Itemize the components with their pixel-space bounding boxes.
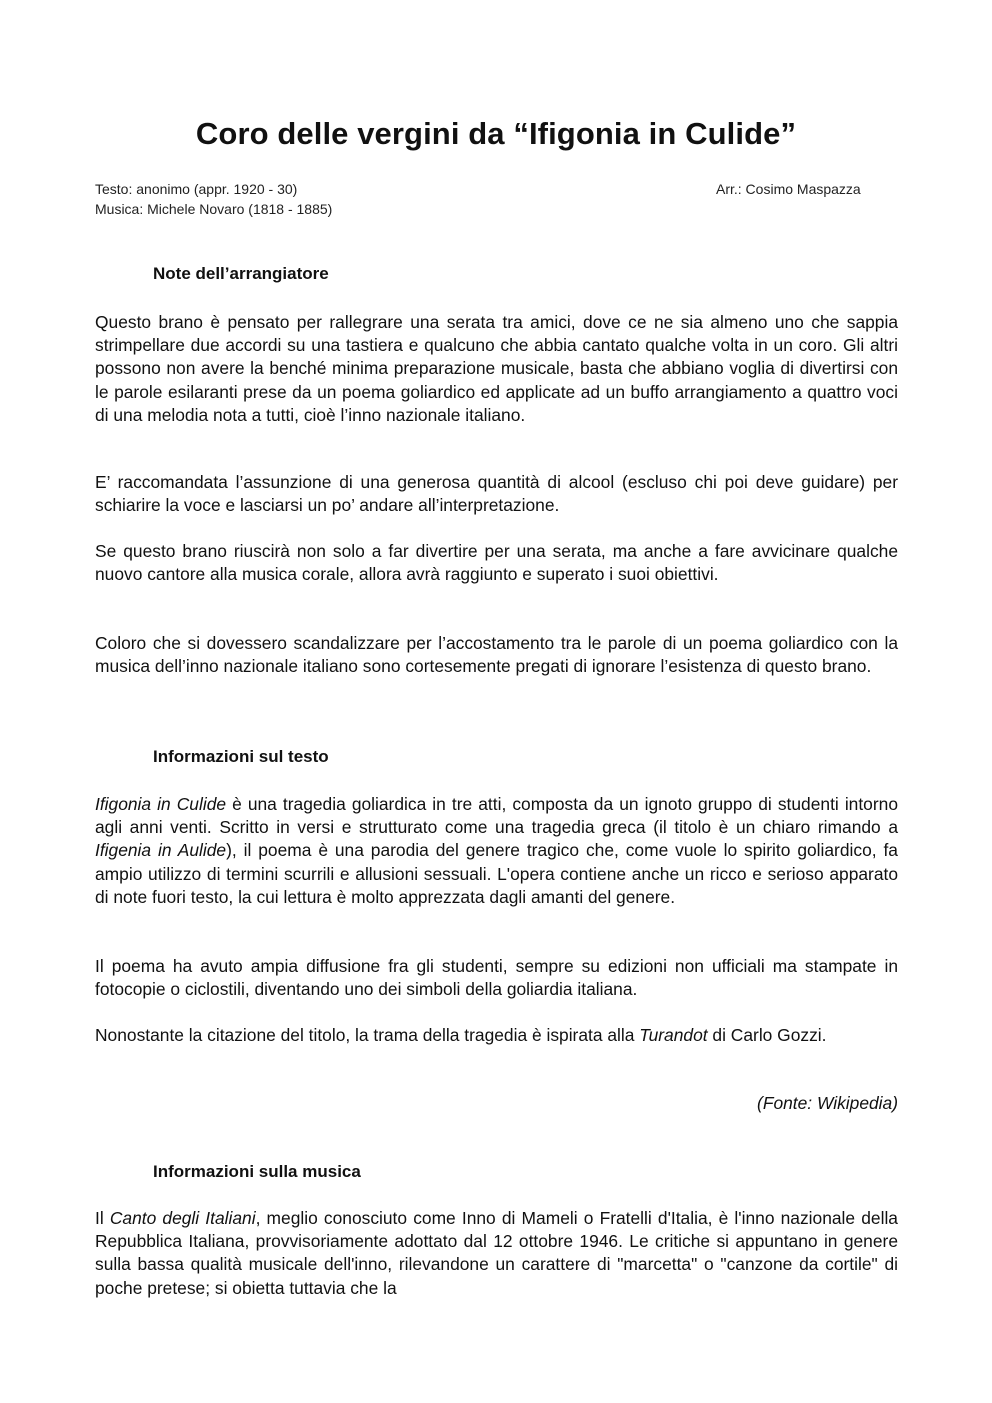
paragraph: Questo brano è pensato per rallegrare una serata tra amici, dove ce ne sia almeno uno che sappia strimpellare due accordi su una tastiera e qualcuno che abbia cantato qualche volta in un coro. Gli altri possono non avere la benché minima preparazione musicale, basta che abbiano voglia di divertirsi con le parole esilaranti prese da un poema goliardico ed applicate ad un buffo arrangiamento a quattro voci di una melodia nota a tutti, cioè l’inno nazionale italiano. — [95, 312, 898, 425]
italic-title: Canto degli Italiani — [109, 1208, 256, 1228]
paragraph — [95, 1024, 898, 1047]
text-run: Il — [95, 1208, 110, 1228]
italic-title: Turandot — [639, 1025, 708, 1045]
credits-block — [95, 179, 332, 219]
paragraph: Coloro che si dovessero scandalizzare per l’accostamento tra le parole di un poema goliardico con la musica dell’inno nazionale italiano sono cortesemente pregati di ignorare l’esistenza di questo brano. — [95, 633, 898, 677]
italic-title: Ifigonia in Culide — [95, 794, 227, 814]
paragraph — [95, 793, 898, 909]
text-run: Nonostante la citazione del titolo, la trama della tragedia è ispirata alla — [95, 1025, 640, 1045]
section-heading-musica: Informazioni sulla musica — [153, 1162, 361, 1181]
section-heading-testo: Informazioni sul testo — [153, 747, 329, 766]
text-run: di Carlo Gozzi. — [707, 1025, 827, 1045]
text-run: ), il poema è una parodia del genere tragico che, come vuole lo spirito goliardico, fa ampio utilizzo di termini scurrili e allusioni sessuali. L'opera contiene anche un ricco e serioso apparato di note fuori testo, la cui lettura è molto apprezzata dagli amanti del genere. — [95, 840, 898, 907]
lyrics-credit: Testo: anonimo (appr. 1920 - 30) — [95, 181, 298, 197]
text-run: è una tragedia goliardica in tre atti, composta da un ignoto gruppo di studenti intorno agli anni venti. Scritto in versi e strutturato come una tragedia greca (il titolo è un chiaro rimando a — [95, 794, 898, 838]
section-heading-arrangiatore: Note dell’arrangiatore — [153, 264, 329, 283]
arranger-credit: Arr.: Cosimo Maspazza — [716, 181, 861, 197]
italic-title: Ifigenia in Aulide — [95, 840, 227, 861]
source-citation: (Fonte: Wikipedia) — [757, 1093, 898, 1113]
music-credit: Musica: Michele Novaro (1818 - 1885) — [95, 201, 333, 217]
text-run: , meglio conosciuto come Inno di Mameli o Fratelli d'Italia, è l'inno nazionale della Repubblica Italiana, provvisoriamente adottato dal 12 ottobre 1946. Le critiche si appuntano in genere sulla bassa qualità musicale dell'inno, rilevandone un carattere di "marcetta" o "canzone da cortile" di poche pretese; si obietta tuttavia che la — [95, 1208, 898, 1298]
paragraph — [95, 1207, 898, 1300]
page-title: Coro delle vergini da “Ifigonia in Culide” — [195, 116, 797, 151]
paragraph: Se questo brano riuscirà non solo a far divertire per una serata, ma anche a fare avvicinare qualche nuovo cantore alla musica corale, allora avrà raggiunto e superato i suoi obiettivi. — [95, 541, 898, 585]
paragraph: E’ raccomandata l’assunzione di una generosa quantità di alcool (escluso chi poi deve guidare) per schiarire la voce e lasciarsi un po’ andare all’interpretazione. — [95, 472, 898, 516]
paragraph: Il poema ha avuto ampia diffusione fra gli studenti, sempre su edizioni non ufficiali ma stampate in fotocopie o ciclostili, diventando uno dei simboli della goliardia italiana. — [95, 956, 898, 1000]
